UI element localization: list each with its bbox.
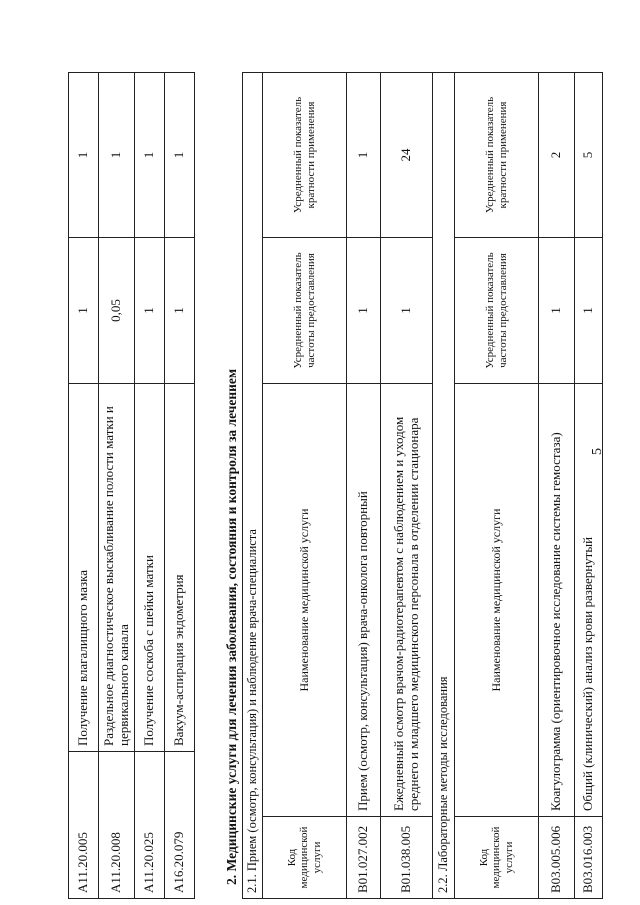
table-caption-row (433, 72, 455, 898)
header-code: Код медицинской услуги (263, 817, 347, 899)
frequency-value: 1 (135, 238, 165, 384)
table-header-row (455, 72, 539, 898)
frequency-value: 1 (381, 238, 433, 384)
service-name: Раздельное диагностическое выскабливание полости матки и цервикального канала (99, 384, 135, 752)
consultation-table (242, 72, 433, 899)
page-number: 5 (590, 448, 605, 455)
frequency-value: 0,05 (99, 238, 135, 384)
multiplicity-value: 2 (539, 72, 575, 237)
multiplicity-value: 1 (135, 73, 165, 238)
table-caption: 2.2. Лабораторные методы исследования (433, 72, 455, 898)
frequency-value: 1 (575, 238, 603, 384)
table-row (539, 72, 575, 898)
frequency-value: 1 (539, 238, 575, 384)
header-name: Наименование медицинской услуги (455, 384, 539, 817)
table-row (381, 72, 433, 898)
service-name: Общий (клинический) анализ крови развернутый (575, 384, 603, 817)
multiplicity-value: 1 (347, 72, 381, 237)
header-multiplicity: Усредненный показатель кратности применения (263, 72, 347, 237)
multiplicity-value: 24 (381, 72, 433, 237)
table-row (135, 73, 165, 899)
multiplicity-value: 1 (69, 73, 99, 238)
table-row (347, 72, 381, 898)
multiplicity-value: 5 (575, 72, 603, 237)
table-row (69, 73, 99, 899)
table-row (575, 72, 603, 898)
service-code: A11.20.008 (99, 752, 135, 899)
table-caption: 2.1. Прием (осмотр, консультация) и наблюдение врача-специалиста (243, 72, 263, 898)
service-name: Вакуум-аспирация эндометрия (165, 384, 195, 752)
laboratory-table (432, 72, 603, 899)
service-code: B03.016.003 (575, 817, 603, 899)
frequency-value: 1 (165, 238, 195, 384)
service-code: A11.20.025 (135, 752, 165, 899)
service-code: B01.027.002 (347, 817, 381, 899)
service-name: Коагулограмма (ориентировочное исследование системы гемостаза) (539, 384, 575, 817)
table-row (165, 73, 195, 899)
services-table-1 (68, 72, 195, 899)
service-code: B01.038.005 (381, 817, 433, 899)
service-code: B03.005.006 (539, 817, 575, 899)
header-frequency: Усредненный показатель частоты предоставления (263, 238, 347, 384)
table-row (99, 73, 135, 899)
header-name: Наименование медицинской услуги (263, 384, 347, 817)
multiplicity-value: 1 (165, 73, 195, 238)
header-frequency: Усредненный показатель частоты предоставления (455, 238, 539, 384)
header-code: Код медицинской услуги (455, 817, 539, 899)
service-name: Получение влагалищного мазка (69, 384, 99, 752)
frequency-value: 1 (69, 238, 99, 384)
section-heading: 2. Медицинские услуги для лечения заболевания, состояния и контроля за лечением (224, 368, 239, 885)
frequency-value: 1 (347, 238, 381, 384)
service-name: Получение соскоба с шейки матки (135, 384, 165, 752)
table-caption-row (243, 72, 263, 898)
service-name: Прием (осмотр, консультация) врача-онколога повторный (347, 384, 381, 817)
service-code: A16.20.079 (165, 752, 195, 899)
service-name: Ежедневный осмотр врачом-радиотерапевтом с наблюдением и уходом среднего и младшего медицинского персонала в отделении стационара (381, 384, 433, 817)
header-multiplicity: Усредненный показатель кратности применения (455, 72, 539, 237)
multiplicity-value: 1 (99, 73, 135, 238)
service-code: A11.20.005 (69, 752, 99, 899)
table-header-row (263, 72, 347, 898)
